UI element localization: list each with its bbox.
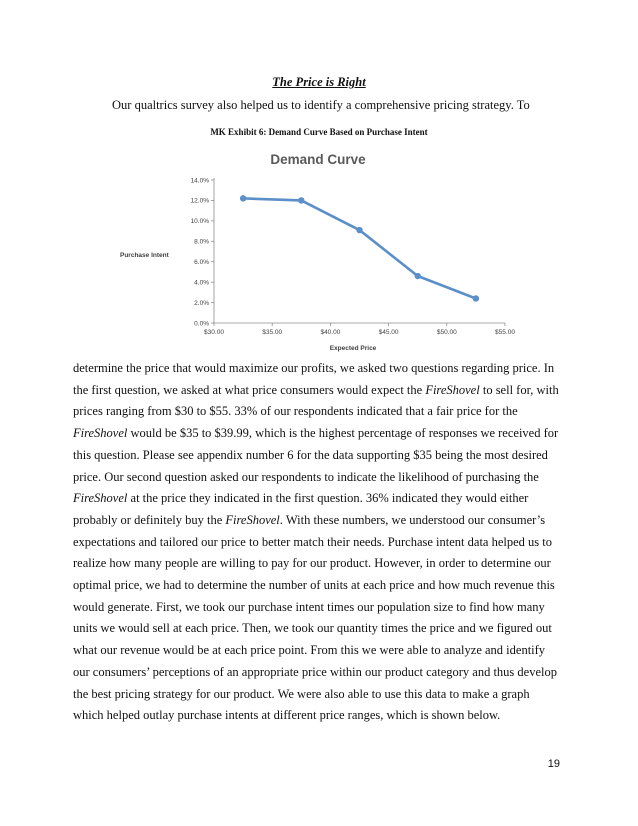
body-text-run: which helped outlay purchase intents at different price ranges, which is shown below. [73, 708, 501, 723]
body-text-run: . With these numbers, we understood our consumer’s [279, 512, 546, 527]
data-point [298, 197, 304, 203]
data-point [415, 273, 421, 279]
demand-curve-chart [112, 140, 524, 356]
x-tick-label: $45.00 [378, 329, 399, 336]
body-line [73, 423, 569, 445]
product-name: FireShovel [73, 491, 128, 506]
exhibit-caption: MK Exhibit 6: Demand Curve Based on Purchase Intent [210, 127, 428, 137]
body-text-run: prices ranging from $30 to $55. 33% of our respondents indicated that a fair price for the [73, 404, 518, 419]
y-tick-label: 12.0% [190, 197, 209, 205]
product-name: FireShovel [425, 382, 480, 397]
body-text-run: expectations and tailored our price to better match their needs. Purchase intent data helped us to [73, 534, 552, 549]
intro-line: Our qualtrics survey also helped us to identify a comprehensive pricing strategy. To [112, 98, 530, 112]
x-axis-label: Expected Price [329, 345, 377, 352]
body-text-run: what our revenue would be at each price point. From this we were able to analyze and identify [73, 643, 546, 658]
body-text-run: would generate. First, we took our purchase intent times our population size to find how many [73, 599, 545, 614]
body-text-run: this question. Please see appendix number 6 for the data supporting $35 being the most desired [73, 447, 548, 462]
body-line [73, 488, 569, 510]
body-text-run: to sell for, with [479, 382, 559, 397]
body-line [73, 575, 569, 597]
y-tick-label: 6.0% [194, 259, 209, 267]
body-text-run: price. Our second question asked our respondents to indicate the likelihood of purchasing the [73, 469, 539, 484]
body-text-run: determine the price that would maximize our profits, we asked two questions regarding price. In [73, 361, 555, 375]
x-tick-label: $30.00 [204, 329, 224, 336]
data-point [473, 295, 479, 301]
body-text-run: at the price they indicated in the first question. 36% indicated they would either [127, 491, 529, 506]
body-line [73, 618, 569, 640]
y-tick-label: 2.0% [194, 299, 209, 307]
body-text-run: the first question, we asked at what price consumers would expect the [73, 382, 426, 397]
y-tick-label: 8.0% [194, 238, 209, 246]
data-point [240, 195, 246, 201]
body-text-run: units we would sell at each price. Then, we took our quantity times the price and we figured out [73, 621, 552, 636]
body-line [73, 380, 569, 402]
chart-title: Demand Curve [270, 152, 366, 167]
y-tick-label: 4.0% [194, 279, 209, 287]
y-tick-label: 0.0% [194, 320, 209, 328]
body-text-run: realize how many people are willing to pay for our product. However, in order to determine our [73, 556, 551, 571]
body-line [73, 684, 569, 706]
body-line [73, 532, 569, 554]
body-line [73, 553, 569, 575]
x-tick-label: $35.00 [262, 329, 283, 336]
body-line [73, 467, 569, 489]
data-point [356, 227, 362, 233]
page-title: The Price is Right [272, 75, 366, 89]
x-tick-label: $55.00 [495, 329, 515, 336]
body-text-run: probably or definitely buy the [73, 512, 226, 527]
y-tick-label: 14.0% [190, 177, 209, 185]
body-text-run: would be $35 to $39.99, which is the highest percentage of responses we received for [127, 426, 559, 441]
body-paragraph [73, 358, 569, 727]
body-line [73, 597, 569, 619]
body-text-run: our consumers’ perceptions of an appropriate price within our product category and thus develop [73, 664, 557, 679]
plot-area [191, 177, 516, 336]
y-axis-label: Purchase Intent [120, 252, 169, 259]
series-line [243, 198, 476, 298]
body-line [73, 662, 569, 684]
body-line [73, 445, 569, 467]
product-name: FireShovel [225, 512, 280, 527]
page-number: 19 [547, 758, 560, 770]
body-line [73, 401, 569, 423]
product-name: FireShovel [73, 426, 128, 441]
body-text-run: optimal price, we had to determine the number of units at each price and how much revenue this [73, 578, 555, 593]
x-tick-label: $40.00 [320, 329, 341, 336]
body-text-run: the best pricing strategy for our product. We were also able to use this data to make a graph [73, 686, 530, 701]
body-line [73, 358, 569, 380]
body-line [73, 640, 569, 662]
y-tick-label: 10.0% [190, 218, 209, 226]
x-tick-label: $50.00 [436, 329, 457, 336]
body-line [73, 510, 569, 532]
body-line [73, 705, 569, 727]
